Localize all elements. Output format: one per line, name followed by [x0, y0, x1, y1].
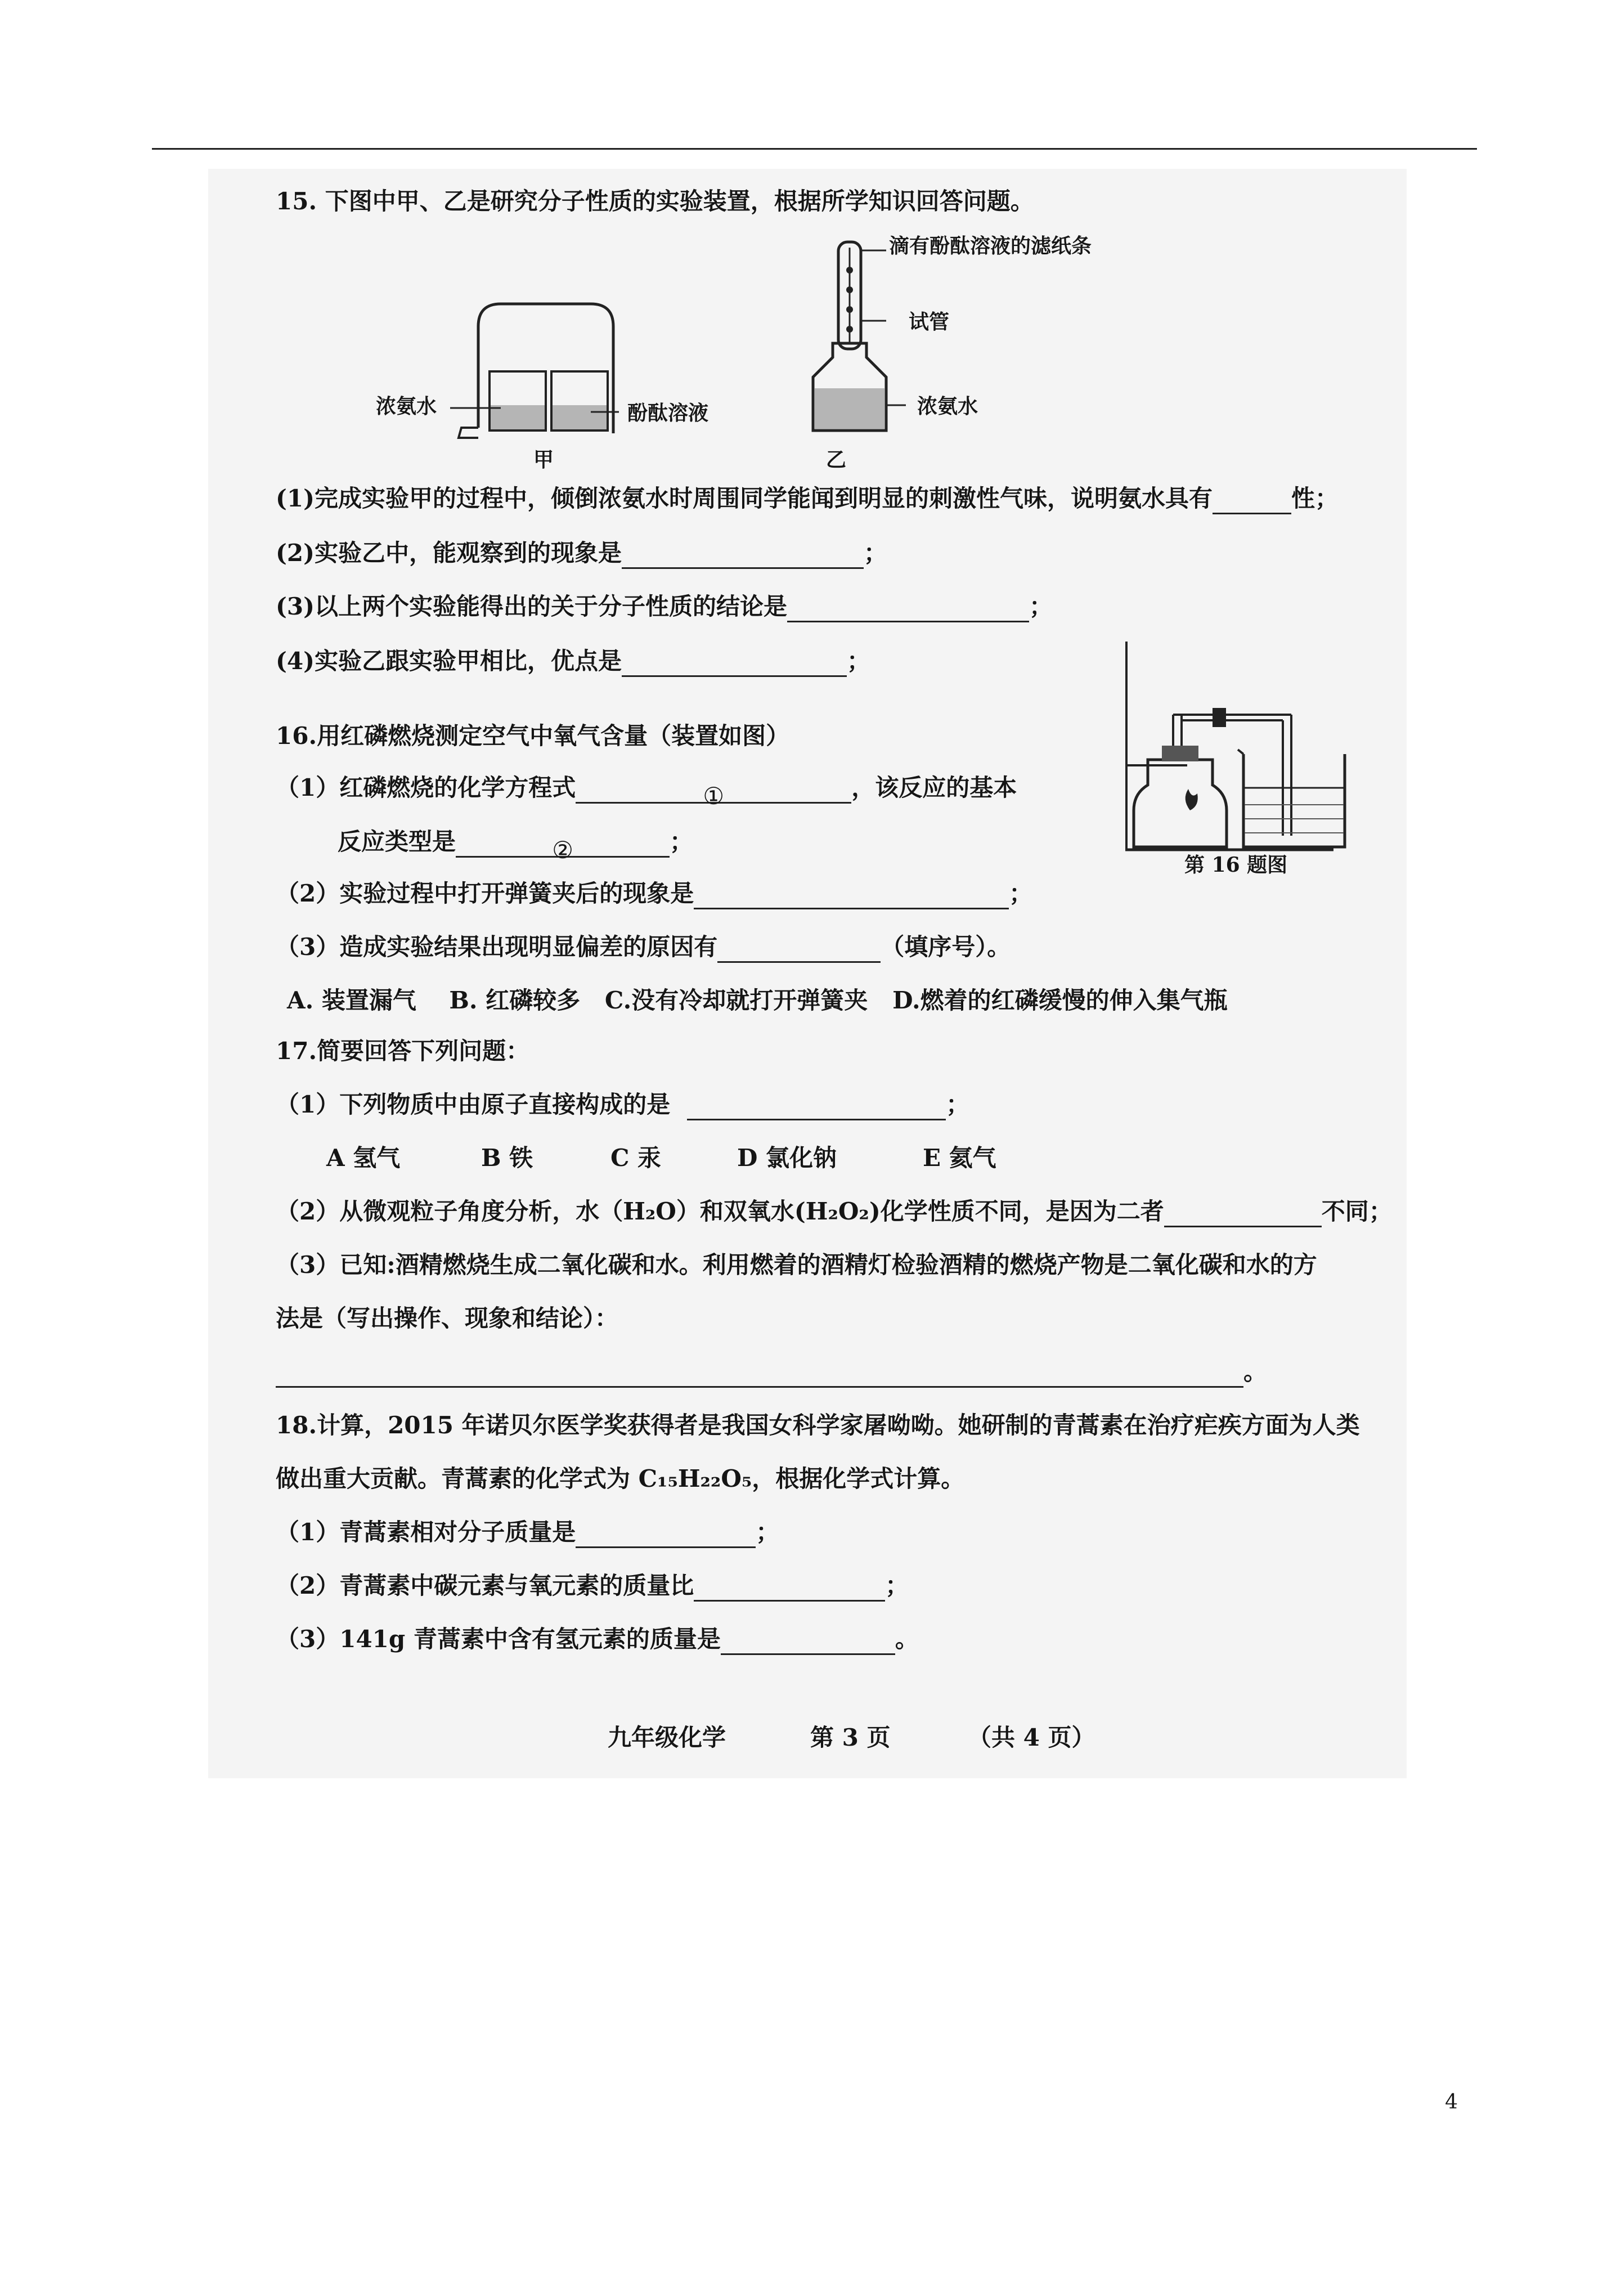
q15-3-blank[interactable]	[787, 597, 1029, 622]
q15-4: (4)实验乙跟实验甲相比，优点是 ；	[276, 645, 870, 677]
q17-opt-b: B 铁	[481, 1144, 533, 1172]
q15-title: 15. 下图中甲、乙是研究分子性质的实验装置，根据所学知识回答问题。	[276, 187, 1034, 215]
q18-title-cont: 做出重大贡献。青蒿素的化学式为 C₁₅H₂₂O₅，根据化学式计算。	[276, 1465, 965, 1492]
q16-1: （1）红磷燃烧的化学方程式 ① ，该反应的基本	[276, 774, 1017, 810]
yi-caption: 乙	[826, 448, 847, 472]
footer-page: 第 3 页	[810, 1724, 891, 1751]
jia-label-phenolphthalein: 酚酞溶液	[627, 401, 709, 425]
jia-label-ammonia: 浓氨水	[376, 394, 437, 418]
q17-2-blank[interactable]	[1164, 1202, 1322, 1227]
q18-3: （3）141g 青蒿素中含有氢元素的质量是 。	[276, 1624, 919, 1655]
q17-1: （1）下列物质中由原子直接构成的是 ；	[276, 1089, 969, 1120]
q17-opt-c: C 汞	[610, 1144, 662, 1172]
q16-3-blank[interactable]	[717, 938, 881, 963]
q17-3-cont: 法是（写出操作、现象和结论）：	[276, 1304, 619, 1332]
q18-1: （1）青蒿素相对分子质量是 ；	[276, 1517, 779, 1548]
footer-subject: 九年级化学	[608, 1724, 726, 1751]
footer-total: （共 4 页）	[968, 1724, 1095, 1751]
q18-title: 18.计算，2015 年诺贝尔医学奖获得者是我国女科学家屠呦呦。她研制的青蒿素在治疗疟疾方面为人类	[276, 1411, 1360, 1439]
jia-caption: 甲	[533, 448, 554, 472]
q18-2-blank[interactable]	[694, 1576, 885, 1602]
q18-3-blank[interactable]	[721, 1630, 895, 1655]
q16-2: （2）实验过程中打开弹簧夹后的现象是 ；	[276, 878, 1032, 909]
q16-1-type-blank[interactable]: ②	[456, 832, 670, 858]
q17-title: 17.简要回答下列问题：	[276, 1037, 530, 1065]
page-number: 4	[1445, 2091, 1458, 2114]
q15-1: (1)完成实验甲的过程中，倾倒浓氨水时周围同学能闻到明显的刺激性气味，说明氨水具有 性；	[276, 483, 1339, 514]
q17-opt-a: A 氢气	[326, 1144, 401, 1172]
q15-2-blank[interactable]	[622, 544, 864, 569]
figure-yi	[805, 236, 917, 439]
figure-16-caption: 第 16 题图	[1184, 853, 1288, 877]
q16-2-blank[interactable]	[694, 884, 1009, 909]
q15-1-blank[interactable]	[1213, 489, 1291, 514]
q18-2: （2）青蒿素中碳元素与氧元素的质量比 ；	[276, 1570, 909, 1602]
yi-label-test-tube: 试管	[909, 310, 950, 334]
yi-label-ammonia: 浓氨水	[917, 394, 978, 418]
yi-label-filter-paper: 滴有酚酞溶液的滤纸条	[889, 234, 1092, 258]
figure-jia	[366, 293, 681, 473]
q15-2: (2)实验乙中，能观察到的现象是 ；	[276, 537, 887, 569]
q16-title: 16.用红磷燃烧测定空气中氧气含量（装置如图）	[276, 722, 790, 750]
q17-3-answer: 。	[276, 1356, 1267, 1388]
q16-options: A. 装置漏气 B. 红磷较多 C.没有冷却就打开弹簧夹 D.燃着的红磷缓慢的伸入集气瓶	[287, 986, 1228, 1014]
q16-3: （3）造成实验结果出现明显偏差的原因有 （填序号）。	[276, 931, 1011, 963]
q17-3: （3）已知:酒精燃烧生成二氧化碳和水。利用燃着的酒精灯检验酒精的燃烧产物是二氧化碳和水的方	[276, 1251, 1317, 1279]
q15-4-blank[interactable]	[622, 652, 847, 677]
q15-3: (3)以上两个实验能得出的关于分子性质的结论是 ；	[276, 591, 1053, 622]
header-rule	[152, 148, 1477, 150]
q18-1-blank[interactable]	[576, 1523, 756, 1548]
q16-1-type: 反应类型是 ② ；	[338, 828, 694, 864]
q17-opt-e: E 氦气	[923, 1144, 996, 1172]
q17-3-blank[interactable]	[276, 1362, 1243, 1388]
q17-2: （2）从微观粒子角度分析，水（H₂O）和双氧水(H₂O₂)化学性质不同，是因为二者 不同；	[276, 1196, 1393, 1227]
q17-opt-d: D 氯化钠	[737, 1144, 837, 1172]
q16-1-blank[interactable]: ①	[576, 778, 851, 804]
q17-1-blank[interactable]	[687, 1095, 946, 1120]
figure-16-apparatus	[1125, 642, 1362, 855]
